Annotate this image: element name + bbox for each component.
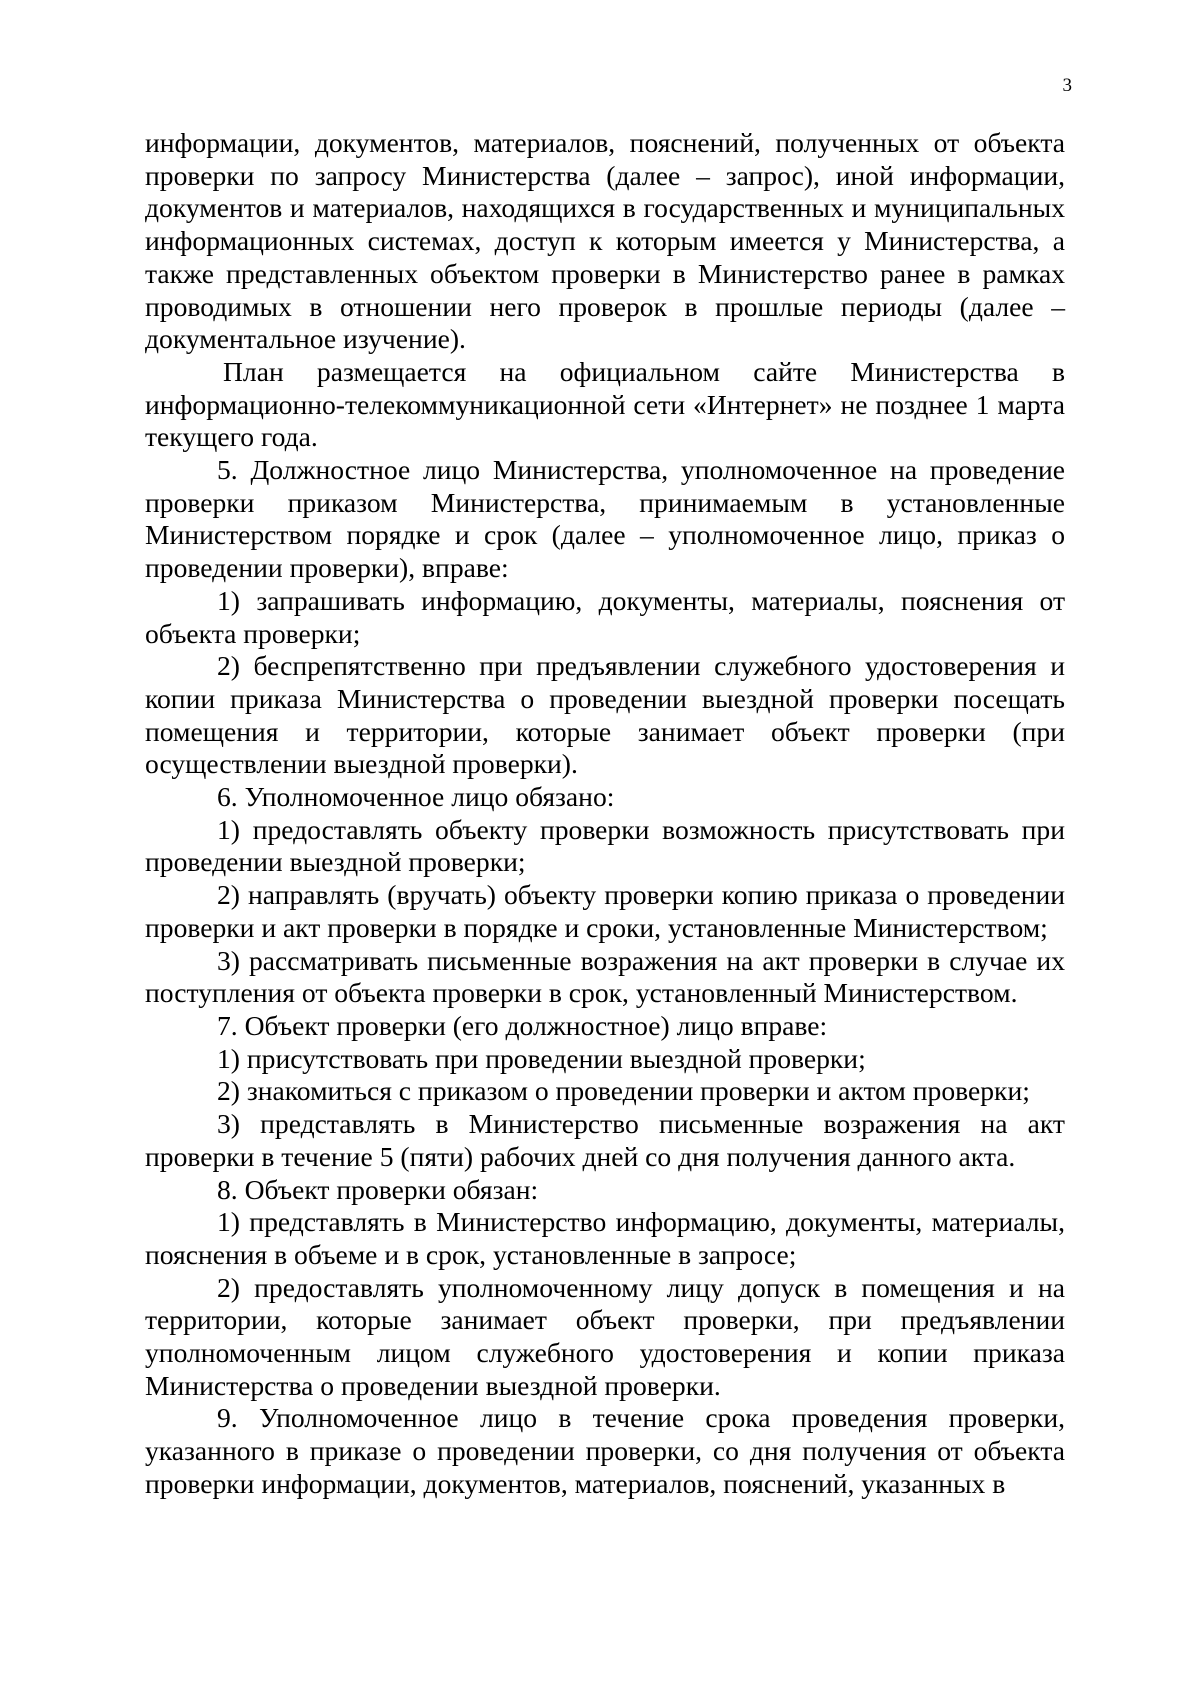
paragraph-plan-publication: План размещается на официальном сайте Министерства в информационно-телекоммуникационной сети «Интернет» не позднее 1 марта текущего года. — [145, 355, 1065, 453]
paragraph-item-5-1: 1) запрашивать информацию, документы, материалы, пояснения от объекта проверки; — [145, 584, 1065, 649]
paragraph-item-6-3: 3) рассматривать письменные возражения на акт проверки в случае их поступления от объекта проверки в срок, установленный Министерством. — [145, 944, 1065, 1009]
document-body — [145, 127, 1065, 1501]
paragraph-item-7-1: 1) присутствовать при проведении выездной проверки; — [217, 1042, 866, 1074]
paragraph-item-8-1: 1) представлять в Министерство информацию, документы, материалы, пояснения в объеме и в срок, установленные в запросе; — [145, 1206, 1065, 1270]
paragraph-item-7-2: 2) знакомиться с приказом о проведении проверки и актом проверки; — [217, 1075, 1030, 1107]
paragraph-item-8: 8. Объект проверки обязан: — [217, 1173, 539, 1205]
paragraph-item-6-1: 1) предоставлять объекту проверки возможность присутствовать при проведении выездной проверки; — [145, 813, 1065, 878]
paragraph-item-5: 5. Должностное лицо Министерства, уполномоченное на проведение проверки приказом Министерства, принимаемым в установленные Министерством порядке и срок (далее – уполномоченное лицо, приказ о проведении проверки), вправе: — [145, 454, 1065, 584]
paragraph-item-5-2: 2) беспрепятственно при предъявлении служебного удостоверения и копии приказа Министерства о проведении выездной проверки посещать помещения и территории, которые занимает объект проверки (при осуществлении выездной проверки). — [145, 650, 1065, 780]
page-number: 3 — [1062, 75, 1072, 96]
paragraph-item-7: 7. Объект проверки (его должностное) лицо вправе: — [217, 1009, 828, 1041]
paragraph-item-6: 6. Уполномоченное лицо обязано: — [217, 781, 615, 813]
paragraph-item-9: 9. Уполномоченное лицо в течение срока проведения проверки, указанного в приказе о проведении проверки, со дня получения от объекта проверки информации, документов, материалов, пояснений, указанных в — [145, 1402, 1065, 1499]
paragraph-item-8-2: 2) предоставлять уполномоченному лицу допуск в помещения и на территории, которые занимает объект проверки, при предъявлении уполномоченным лицом служебного удостоверения и копии приказа Министерства о проведении выездной проверки. — [145, 1271, 1065, 1401]
paragraph-documentary-study: информации, документов, материалов, пояснений, полученных от объекта проверки по запросу Министерства (далее – запрос), иной информации, документов и материалов, находящихся в государственных и муниципальных информационных системах, доступ к которым имеется у Министерства, а также представленных объектом проверки в Министерство ранее в рамках проводимых в отношении него проверок в прошлые периоды (далее – документальное изучение). — [145, 127, 1065, 355]
paragraph-item-6-2: 2) направлять (вручать) объекту проверки копию приказа о проведении проверки и акт проверки в порядке и сроки, установленные Министерством; — [145, 879, 1065, 943]
paragraph-item-7-3: 3) представлять в Министерство письменные возражения на акт проверки в течение 5 (пяти) рабочих дней со дня получения данного акта. — [145, 1108, 1065, 1172]
